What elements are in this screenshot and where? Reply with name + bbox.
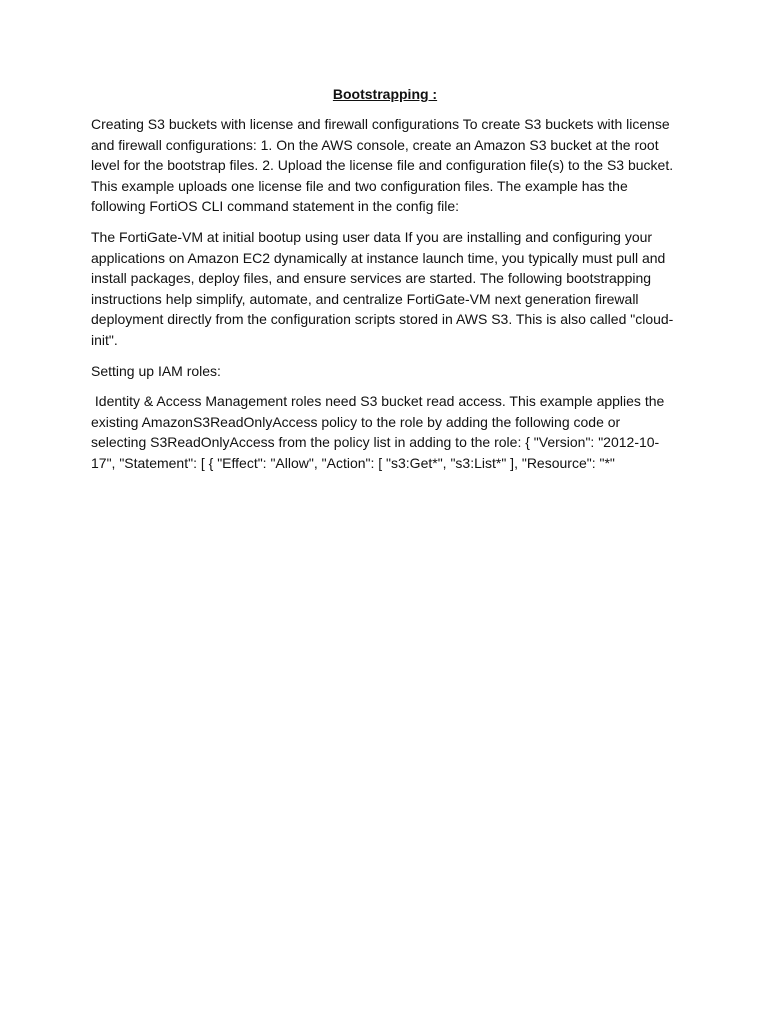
document-page: [91, 84, 679, 484]
paragraph-bootup-user-data: The FortiGate-VM at initial bootup using user data If you are installing and configuring your applications on Amazon EC2 dynamically at instance launch time, you typically must pull and install packages, deploy files, and ensure services are started. The following bootstrapping instructions help simplify, automate, and centralize FortiGate-VM next generation firewall deployment directly from the configuration scripts stored in AWS S3. This is also called "cloud-init".: [91, 228, 674, 348]
paragraph-iam-roles: Identity & Access Management roles need S3 bucket read access. This example applies the existing AmazonS3ReadOnlyAccess policy to the role by adding the following code or selecting S3ReadOnlyAccess from the policy list in adding to the role: { "Version": "2012-10-17", "Statement": [ { "Effect": "Allow", "Action": [ "s3:Get*", "s3:List*" ], "Resource": "*": [91, 393, 669, 471]
document-title: Bootstrapping :: [332, 86, 438, 102]
paragraph-s3-buckets: Creating S3 buckets with license and firewall configurations To create S3 buckets with license and firewall configurations: 1. On the AWS console, create an Amazon S3 bucket at the root level for the bootstrap files. 2. Upload the license file and configuration file(s) to the S3 bucket. This example uploads one license file and two configuration files. The example has the following FortiOS CLI command statement in the config file:: [91, 116, 677, 215]
paragraph-iam-heading: Setting up IAM roles:: [91, 362, 221, 379]
